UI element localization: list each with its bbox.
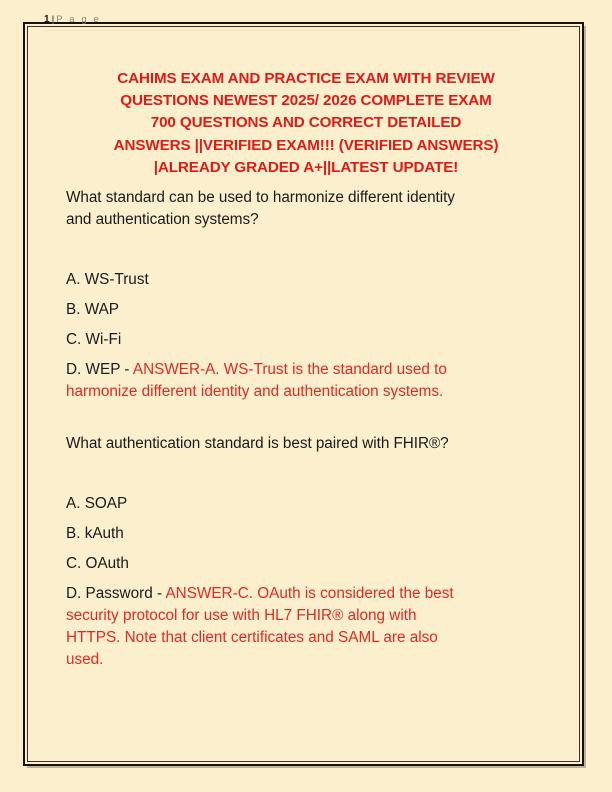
question-1-option-b: B. WAP xyxy=(66,301,119,319)
question-2-option-b: B. kAuth xyxy=(66,525,124,543)
section-spacer xyxy=(66,403,546,433)
question-2-prompt-line-1: What authentication standard is best paired with FHIR®? xyxy=(66,435,449,453)
question-1-option-c: C. Wi-Fi xyxy=(66,331,122,349)
question-block-2 xyxy=(66,433,546,671)
question-2-option-c: C. OAuth xyxy=(66,555,129,573)
question-2-option-d xyxy=(66,575,546,605)
title-line-5: |ALREADY GRADED A+||LATEST UPDATE! xyxy=(153,158,459,176)
header-page-number: 1 xyxy=(44,14,50,25)
question-2-option-d-label: D. Password - xyxy=(66,585,166,603)
header-separator: | xyxy=(51,14,55,25)
title-line-3: 700 QUESTIONS AND CORRECT DETAILED xyxy=(150,114,462,132)
question-2-option-a: A. SOAP xyxy=(66,495,128,513)
question-2-answer-line-3: HTTPS. Note that client certificates and SAML are also xyxy=(66,629,438,647)
title-line-2: QUESTIONS NEWEST 2025/ 2026 COMPLETE EXAM xyxy=(120,92,492,110)
header-page-label: P a g e xyxy=(56,14,101,25)
header-divider xyxy=(44,30,519,31)
question-1-option-a: A. WS-Trust xyxy=(66,271,149,289)
question-1-option-d-label: D. WEP - xyxy=(66,361,133,379)
question-2-answer-line-1: ANSWER-C. OAuth is considered the best xyxy=(165,585,454,603)
question-1-option-d xyxy=(66,351,546,381)
page-header xyxy=(44,13,519,39)
page-header-text xyxy=(44,13,519,26)
question-1-prompt-line-2: and authentication systems? xyxy=(66,211,259,229)
question-1-prompt-line-1: What standard can be used to harmonize different identity xyxy=(66,189,455,207)
title-line-4: ANSWERS ||VERIFIED EXAM!!! (VERIFIED ANSWERS) xyxy=(113,136,499,154)
question-2-answer-line-2: security protocol for use with HL7 FHIR® along with xyxy=(66,607,417,625)
document-content xyxy=(66,68,546,671)
question-block-1 xyxy=(66,187,546,403)
paragraph-spacer xyxy=(66,231,546,261)
question-2-answer-line-4: used. xyxy=(66,651,104,669)
title-line-1: CAHIMS EXAM AND PRACTICE EXAM WITH REVIEW xyxy=(117,70,495,87)
paragraph-spacer xyxy=(66,455,546,485)
question-1-answer-line-1: ANSWER-A. WS-Trust is the standard used to xyxy=(132,361,447,379)
question-1-answer-line-2: harmonize different identity and authentication systems. xyxy=(66,383,444,401)
document-title xyxy=(66,68,546,179)
